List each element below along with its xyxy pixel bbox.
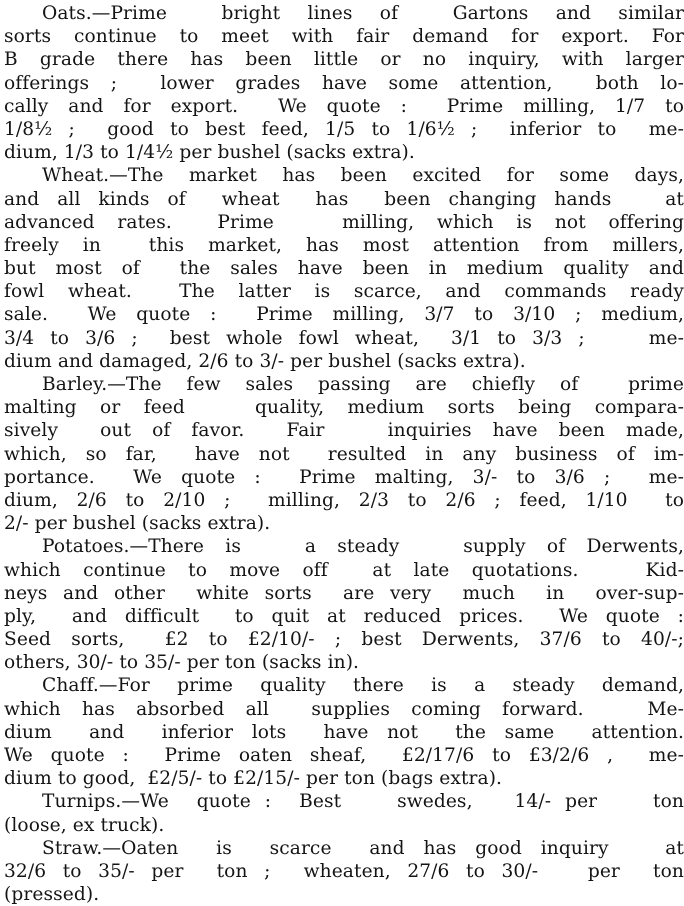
text-line: fowl wheat. The latter is scarce, and commands ready (4, 281, 684, 303)
paragraph-barley (4, 373, 684, 535)
text-line: ply, and difficult to quit at reduced prices. We quote : (4, 605, 684, 627)
text-line: Chaff.—For prime quality there is a steady demand, (42, 675, 684, 697)
text-line: Oats.—Prime bright lines of Gartons and similar (42, 3, 684, 24)
text-line: malting or feed quality, medium sorts being compara- (4, 397, 684, 419)
text-line: 1/8½ ; good to best feed, 1/5 to 1/6½ ; inferior to me- (4, 118, 684, 140)
text-line: sale. We quote : Prime milling, 3/7 to 3/10 ; medium, (4, 304, 684, 326)
text-line: freely in this market, has most attention from millers, (4, 234, 684, 256)
text-line: dium to good, £2/5/- to £2/15/- per ton (bags extra). (4, 768, 503, 790)
text-line: dium and inferior lots have not the same attention. (4, 721, 684, 743)
text-line: sorts continue to meet with fair demand for export. For (4, 26, 684, 48)
text-line: dium, 2/6 to 2/10 ; milling, 2/3 to 2/6 ; feed, 1/10 to (4, 489, 684, 511)
text-line: sively out of favor. Fair inquiries have been made, (4, 420, 684, 442)
paragraph-turnips (4, 790, 684, 836)
text-line: Straw.—Oaten is scarce and has good inquiry at (42, 837, 684, 859)
text-line: cally and for export. We quote : Prime milling, 1/7 to (4, 95, 684, 117)
paragraph-oats (4, 2, 684, 164)
paragraph-straw (4, 837, 684, 906)
text-line: Wheat.—The market has been excited for some days, (42, 165, 684, 187)
text-line: Turnips.—We quote : Best swedes, 14/- per ton (42, 791, 684, 813)
text-line: portance. We quote : Prime malting, 3/- to 3/6 ; me- (4, 466, 684, 488)
text-line: neys and other white sorts are very much in over-sup- (4, 582, 684, 604)
text-line: Barley.—The few sales passing are chiefly of prime (42, 374, 684, 395)
text-line: 2/- per bushel (sacks extra). (4, 513, 271, 535)
text-line: We quote : Prime oaten sheaf, £2/17/6 to £3/2/6 , me- (4, 745, 684, 766)
text-line: but most of the sales have been in medium quality and (4, 258, 684, 280)
text-line: offerings ; lower grades have some attention, both lo- (4, 72, 684, 94)
text-line: which continue to move off at late quotations. Kid- (4, 559, 684, 581)
text-line: which has absorbed all supplies coming forward. Me- (4, 698, 684, 720)
paragraph-wheat (4, 164, 684, 373)
text-line: others, 30/- to 35/- per ton (sacks in). (4, 652, 360, 674)
text-line: (pressed). (4, 884, 100, 906)
text-line: 3/4 to 3/6 ; best whole fowl wheat, 3/1 to 3/3 ; me- (4, 327, 684, 349)
text-line: which, so far, have not resulted in any business of im- (4, 443, 684, 465)
text-line: Seed sorts, £2 to £2/10/- ; best Derwents, 37/6 to 40/-; (4, 629, 684, 651)
text-line: advanced rates. Prime milling, which is not offering (4, 211, 684, 233)
text-line: 32/6 to 35/- per ton ; wheaten, 27/6 to 30/- per ton (4, 860, 684, 882)
paragraph-chaff (4, 674, 684, 790)
text-line: (loose, ex truck). (4, 814, 165, 836)
text-line: B grade there has been little or no inquiry, with larger (4, 49, 684, 71)
text-line: Potatoes.—There is a steady supply of Derwents, (42, 536, 684, 558)
text-line: dium, 1/3 to 1/4½ per bushel (sacks extra). (4, 142, 415, 164)
paragraph-potatoes (4, 535, 684, 674)
text-line: and all kinds of wheat has been changing hands at (4, 188, 684, 210)
text-line: dium and damaged, 2/6 to 3/- per bushel (sacks extra). (4, 350, 526, 372)
